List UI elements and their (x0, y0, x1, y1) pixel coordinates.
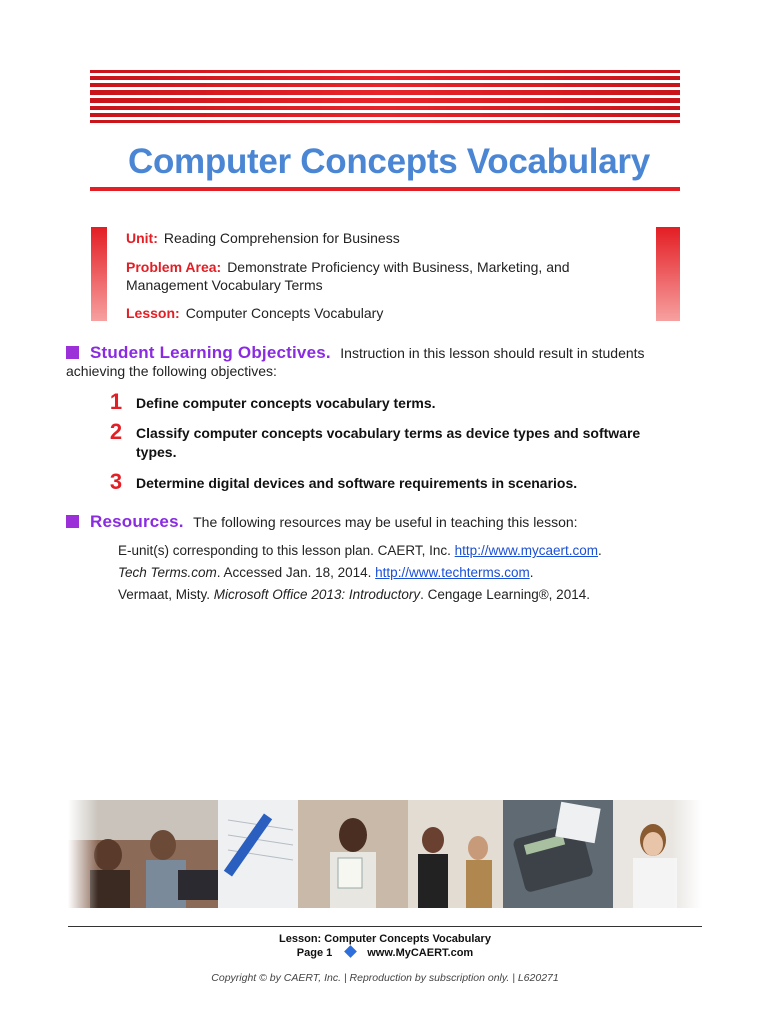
lesson-label: Lesson: (126, 305, 180, 321)
resource-item (118, 587, 590, 602)
resources-heading: Resources. (90, 512, 184, 531)
objective-text: Define computer concepts vocabulary terms. (136, 395, 436, 411)
photo-collage-image (68, 800, 702, 908)
lesson-line (126, 304, 383, 322)
resource-title: Microsoft Office 2013: Introductory (213, 587, 421, 602)
problem-area-line (126, 258, 570, 294)
info-bar-right (656, 227, 680, 321)
info-bar-left (91, 227, 107, 321)
diamond-icon (344, 945, 357, 958)
resource-item: E-unit(s) corresponding to this lesson plan. CAERT, Inc. http://www.mycaert.com. (118, 543, 602, 558)
objectives-heading: Student Learning Objectives. (90, 343, 331, 362)
resource-item: Tech Terms.com. Accessed Jan. 18, 2014. http://www.techterms.com. (118, 565, 534, 580)
mycaert-link[interactable]: http://www.mycaert.com (454, 543, 598, 558)
resource-author: Vermaat, Misty. (118, 587, 211, 602)
objectives-heading-line (90, 343, 645, 363)
objectives-bullet-icon (66, 346, 79, 359)
footer-site: www.MyCAERT.com (367, 947, 474, 959)
footer-rule (68, 926, 702, 927)
resource-text: E-unit(s) corresponding to this lesson plan. CAERT, Inc. (118, 543, 451, 558)
resource-text: . Cengage Learning®, 2014. (420, 587, 590, 602)
problem-area-value-1: Demonstrate Proficiency with Business, Marketing, and (227, 259, 570, 275)
problem-area-value-2: Management Vocabulary Terms (126, 277, 323, 293)
resource-text: . Accessed Jan. 18, 2014. (216, 565, 372, 580)
objective-text: Determine digital devices and software requirements in scenarios. (136, 475, 578, 491)
objective-number: 1 (109, 389, 123, 414)
page-title: Computer Concepts Vocabulary (128, 142, 650, 181)
problem-area-label: Problem Area: (126, 259, 222, 275)
objective-number: 3 (109, 469, 123, 494)
lesson-value: Computer Concepts Vocabulary (185, 305, 384, 321)
resource-title: Tech Terms.com (118, 565, 217, 580)
unit-value: Reading Comprehension for Business (163, 230, 400, 246)
unit-label: Unit: (126, 230, 158, 246)
resources-heading-line (90, 512, 578, 532)
title-rule (90, 187, 680, 191)
footer-page-line (0, 947, 770, 959)
objective-text: Classify computer concepts vocabulary terms as device types and software (136, 425, 641, 441)
copyright-notice: Copyright © by CAERT, Inc. | Reproduction by subscription only. | L620271 (211, 972, 559, 984)
resources-intro: The following resources may be useful in teaching this lesson: (193, 514, 578, 530)
objectives-intro-1: Instruction in this lesson should result in students (340, 345, 645, 361)
footer-page: Page 1 (296, 947, 333, 959)
objective-text-continued: types. (136, 444, 177, 460)
objectives-intro-2: achieving the following objectives: (66, 363, 277, 379)
objective-number: 2 (109, 419, 123, 444)
techterms-link[interactable]: http://www.techterms.com (375, 565, 530, 580)
footer-lesson: Lesson: Computer Concepts Vocabulary (279, 933, 491, 945)
header-stripes (90, 70, 680, 124)
resources-bullet-icon (66, 515, 79, 528)
unit-line (126, 229, 400, 247)
